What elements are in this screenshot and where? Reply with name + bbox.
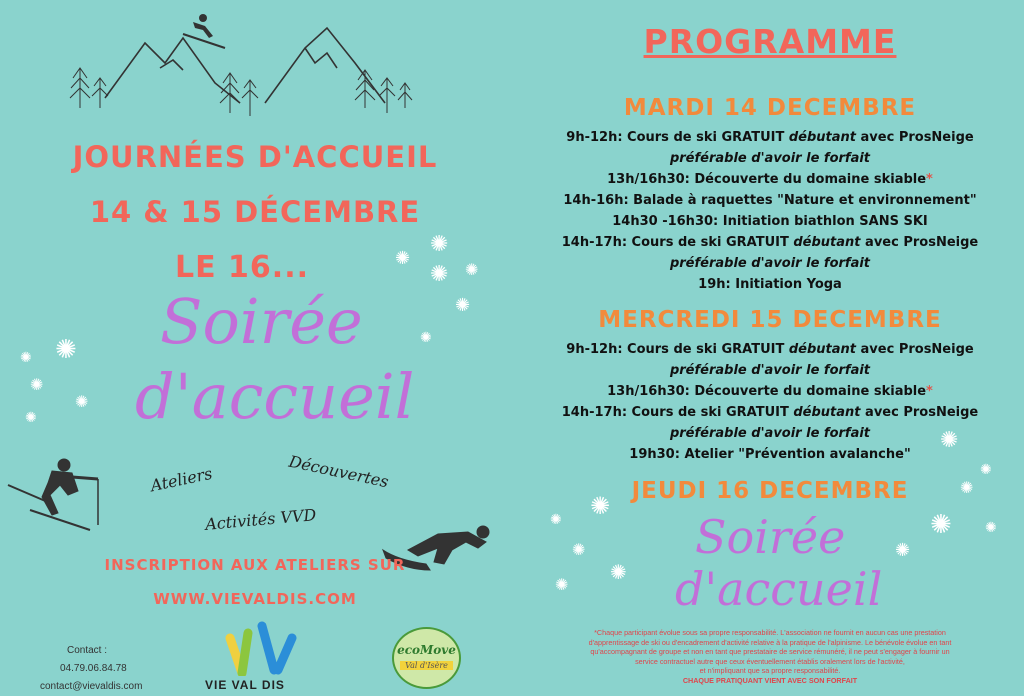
soiree-title-line1: Soirée bbox=[160, 285, 363, 358]
schedule-line: préférable d'avoir le forfait bbox=[669, 363, 871, 378]
schedule-line: préférable d'avoir le forfait bbox=[669, 426, 871, 441]
soiree-title-line2: d'accueil bbox=[135, 360, 415, 433]
programme-title: PROGRAMME bbox=[643, 22, 897, 61]
schedule-line: 14h-17h: Cours de ski GRATUIT débutant avec ProsNeige bbox=[561, 235, 979, 250]
vie-val-dis-name: VIE VAL DIS bbox=[205, 678, 285, 692]
mountain-illustration bbox=[65, 8, 420, 123]
snowflake-icon: ✺ bbox=[430, 262, 449, 287]
snowflake-icon: ✺ bbox=[30, 375, 44, 394]
snowflake-icon: ✺ bbox=[430, 232, 449, 257]
inscription-text: INSCRIPTION AUX ATELIERS SUR bbox=[104, 556, 406, 574]
day3-soiree-line2: d'accueil bbox=[675, 562, 883, 616]
snowflake-icon: ✺ bbox=[455, 295, 471, 316]
welcome-days-title: JOURNÉES D'ACCUEIL bbox=[72, 140, 438, 174]
snowflake-icon: ✺ bbox=[555, 575, 569, 594]
schedule-line: 13h/16h30: Découverte du domaine skiable* bbox=[607, 172, 933, 187]
snowflake-icon: ✺ bbox=[25, 410, 37, 426]
snowflake-icon: ✺ bbox=[550, 512, 562, 528]
disclaimer-note: *Chaque participant évolue sous sa propre responsabilité. L'association ne fournit en aucun cas une prestation d'apprentissage de ski ou d'encadrement d'activité relative à la pratique de l'alpinisme. Le bénévole évolue en tant qu'accompagnant de groupe et non en tant que prestataire de service rémunéré, il ne peut s'engager à fournir un service contractuel autre que ceux éventuellement établis oralement lors de l'activité, et n'impliquant que sa propre responsabilité. CHAQUE PRATIQUANT VIENT AVEC SON FORFAIT bbox=[588, 628, 952, 685]
tag-decouvertes: Découvertes bbox=[287, 451, 391, 492]
snowflake-icon: ✺ bbox=[465, 260, 479, 279]
schedule-line: 14h30 -16h30: Initiation biathlon SANS SKI bbox=[612, 214, 928, 229]
snowboarder-silhouette bbox=[378, 520, 498, 585]
contact-phone: 04.79.06.84.78 bbox=[60, 663, 127, 674]
welcome-days-dates: 14 & 15 DÉCEMBRE bbox=[89, 195, 421, 229]
snowflake-icon: ✺ bbox=[930, 510, 952, 540]
le16-label: LE 16... bbox=[175, 250, 309, 285]
schedule-line: préférable d'avoir le forfait bbox=[669, 151, 871, 166]
snowflake-icon: ✺ bbox=[20, 350, 32, 366]
schedule-line: 13h/16h30: Découverte du domaine skiable* bbox=[607, 384, 933, 399]
snowflake-icon: ✺ bbox=[420, 330, 432, 346]
snowflake-icon: ✺ bbox=[590, 492, 611, 520]
snowflake-icon: ✺ bbox=[980, 462, 992, 478]
schedule-line: préférable d'avoir le forfait bbox=[669, 256, 871, 271]
schedule-line: 14h-16h: Balade à raquettes "Nature et environnement" bbox=[563, 193, 977, 208]
snowflake-icon: ✺ bbox=[55, 335, 77, 365]
schedule-line: 14h-17h: Cours de ski GRATUIT débutant avec ProsNeige bbox=[561, 405, 979, 420]
ecomove-logo-text: ecoMove bbox=[397, 643, 456, 657]
contact-label: Contact : bbox=[67, 645, 108, 656]
schedule-line: 9h-12h: Cours de ski GRATUIT débutant avec ProsNeige bbox=[566, 342, 974, 357]
schedule-line: 9h-12h: Cours de ski GRATUIT débutant avec ProsNeige bbox=[566, 130, 974, 145]
snowflake-icon: ✺ bbox=[610, 560, 627, 584]
snowflake-icon: ✺ bbox=[895, 540, 911, 561]
schedule-line: 19h30: Atelier "Prévention avalanche" bbox=[629, 447, 911, 462]
contact-email[interactable]: contact@vievaldis.com bbox=[40, 681, 143, 692]
day1-schedule bbox=[520, 127, 1020, 295]
ecomove-logo bbox=[392, 627, 461, 689]
snowflake-icon: ✺ bbox=[75, 392, 89, 411]
day1-title: MARDI 14 DECEMBRE bbox=[623, 95, 917, 121]
tag-activites: Activités VVD bbox=[204, 505, 317, 534]
snowflake-icon: ✺ bbox=[985, 520, 997, 536]
snowflake-icon: ✺ bbox=[395, 248, 411, 269]
website-link[interactable]: WWW.VIEVALDIS.COM bbox=[153, 590, 357, 608]
skier-silhouette bbox=[0, 455, 110, 535]
schedule-line: 19h: Initiation Yoga bbox=[698, 277, 842, 292]
tag-ateliers: Ateliers bbox=[148, 463, 215, 496]
vie-val-dis-logo bbox=[222, 618, 302, 676]
ecomove-logo-subtext: Val d'Isère bbox=[400, 661, 453, 670]
day3-title: JEUDI 16 DECEMBRE bbox=[631, 478, 909, 504]
day3-soiree-line1: Soirée bbox=[695, 510, 846, 564]
snowflake-icon: ✺ bbox=[960, 478, 974, 497]
snowflake-icon: ✺ bbox=[572, 540, 586, 559]
snowflake-icon: ✺ bbox=[940, 428, 959, 453]
day2-title: MERCREDI 15 DECEMBRE bbox=[598, 307, 942, 333]
